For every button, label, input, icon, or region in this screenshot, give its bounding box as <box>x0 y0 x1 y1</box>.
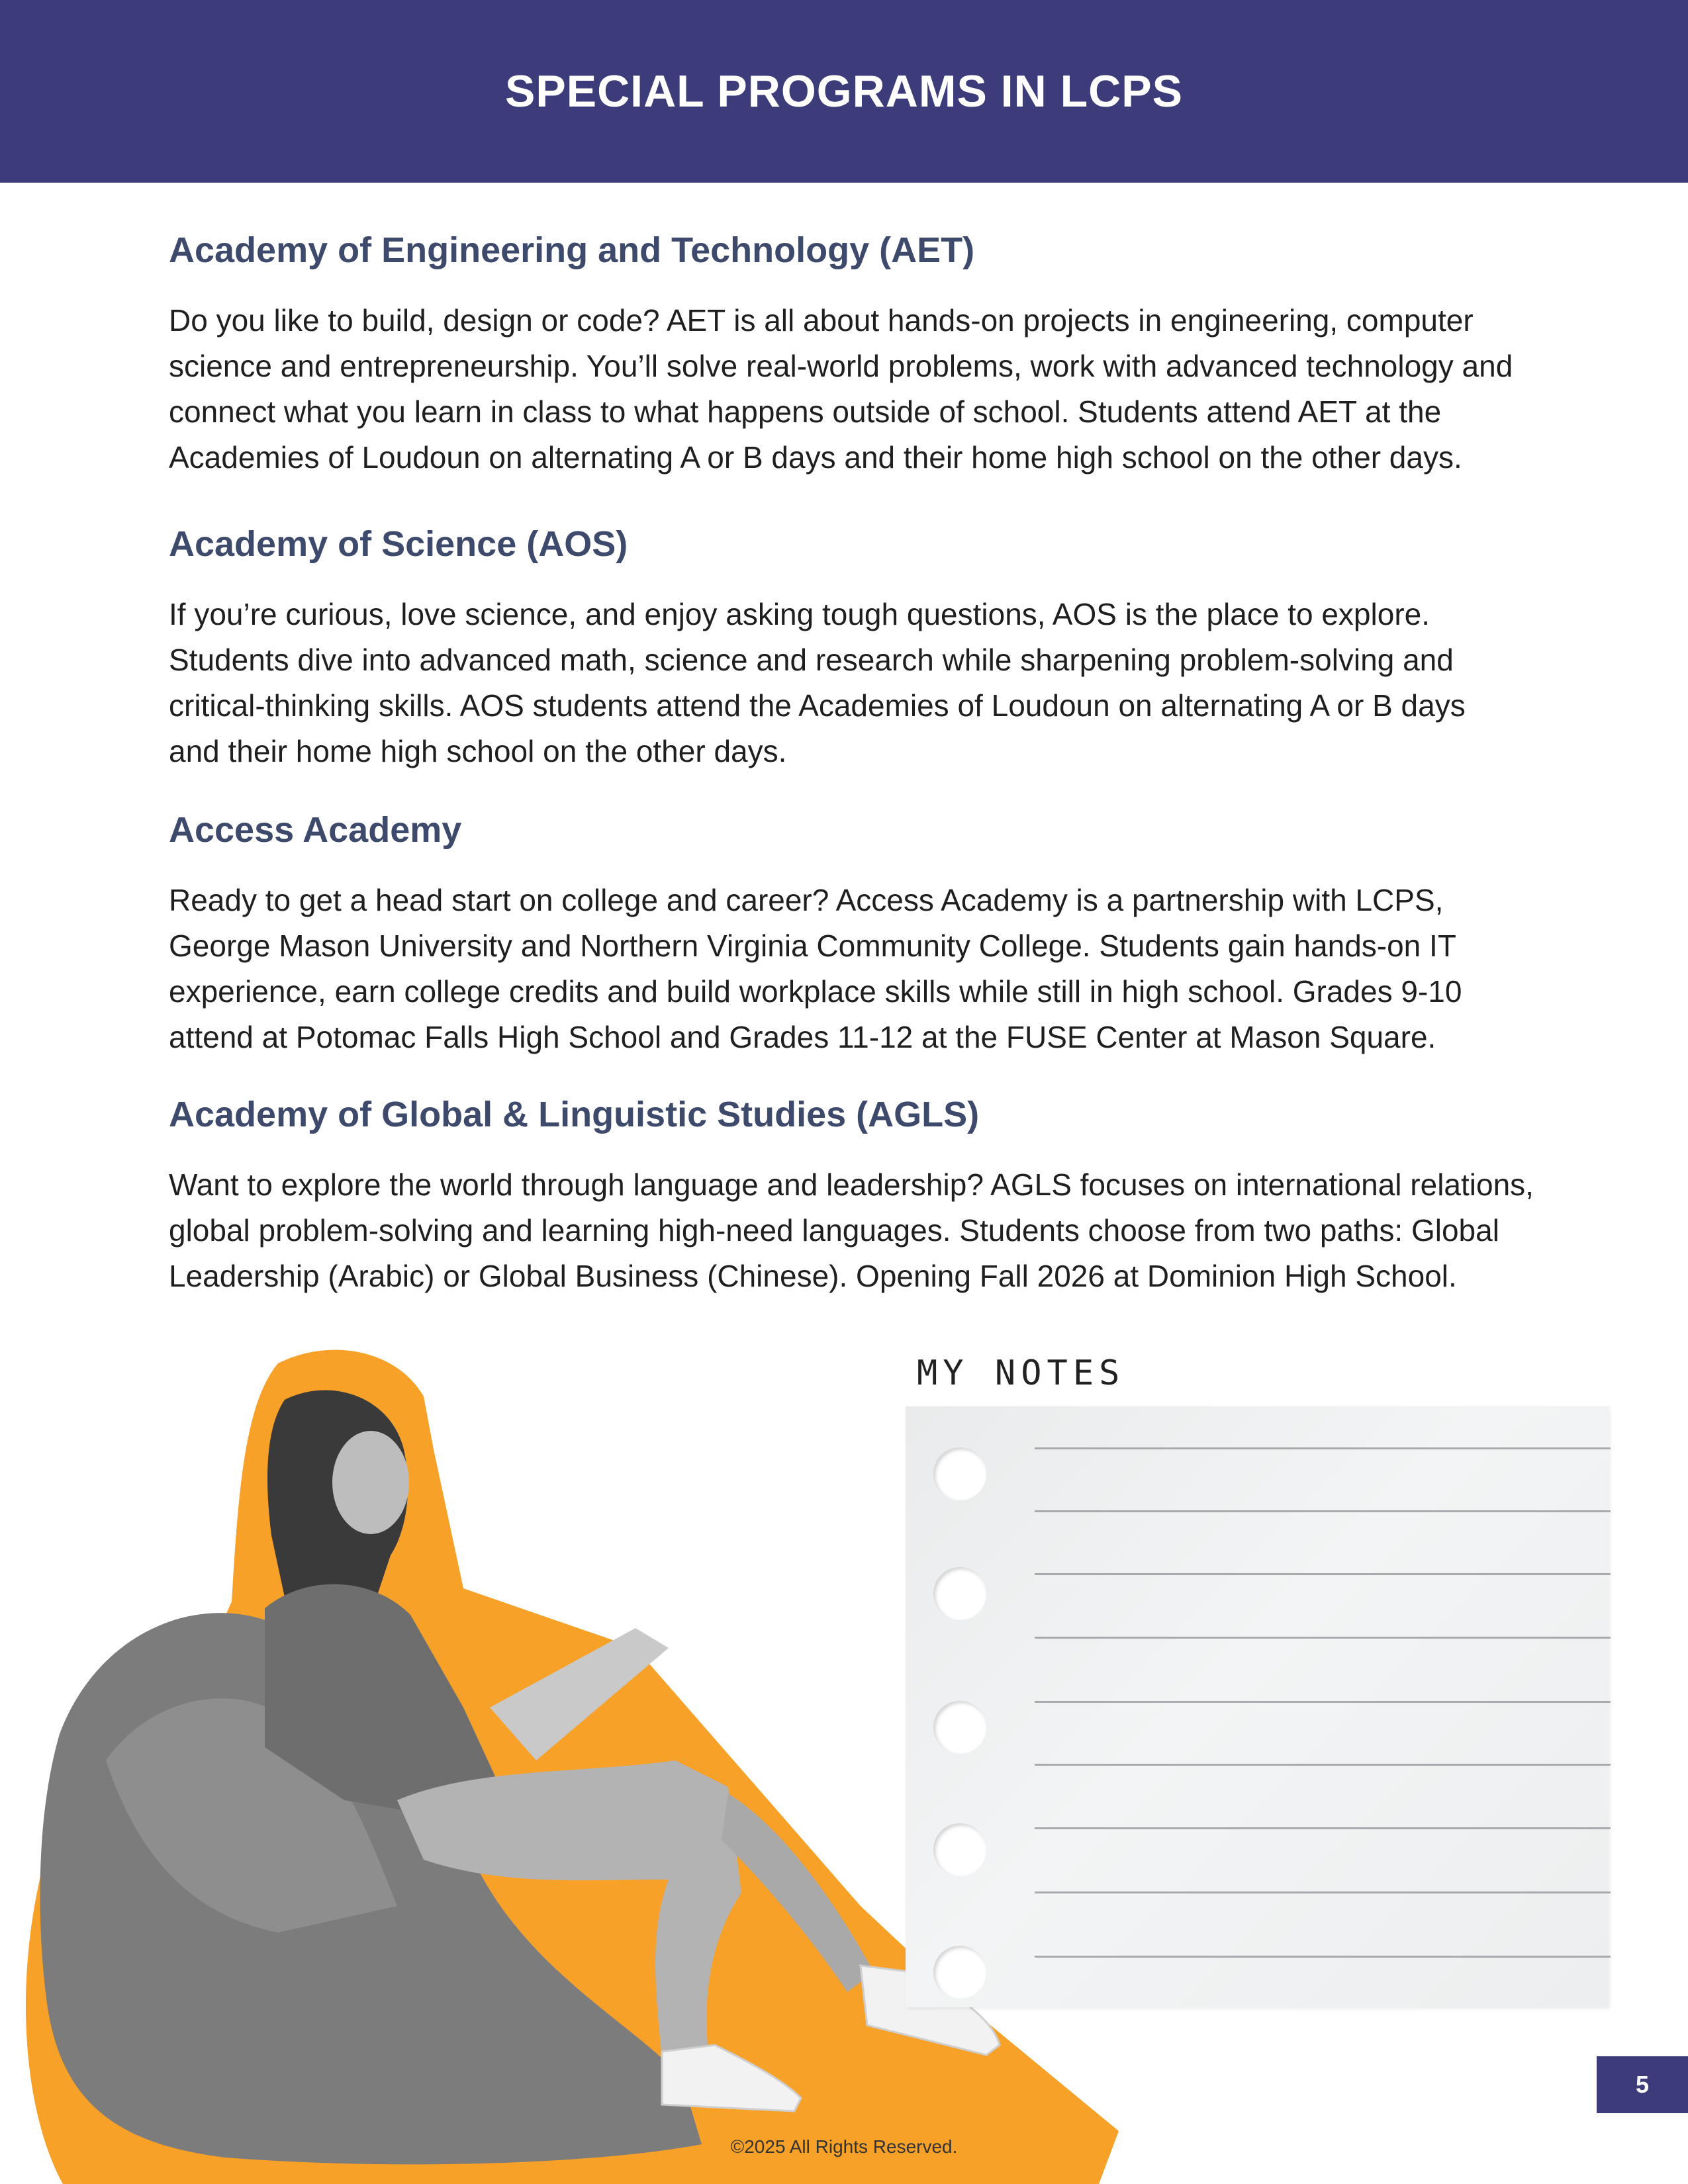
binder-hole-icon <box>933 1447 986 1500</box>
binder-hole-icon <box>933 1946 986 1999</box>
section-agls <box>169 1087 1612 1299</box>
binder-hole-icon <box>933 1567 986 1620</box>
notes-line <box>1035 1764 1611 1766</box>
section-aet <box>169 222 1612 480</box>
notes-line <box>1035 1510 1611 1512</box>
section-heading: Academy of Science (AOS) <box>169 524 628 564</box>
notes-line <box>1035 1827 1611 1829</box>
section-body: Want to explore the world through language and leadership? AGLS focuses on international relations, global problem-solving and learning high-need languages. Students choose from two paths: Global Leadership (Arabic) or Global Business (Chinese). Opening Fall 2026 at Dominion High School. <box>169 1167 1534 1293</box>
programs-list <box>169 222 1612 1299</box>
notes-line <box>1035 1573 1611 1575</box>
copyright: ©2025 All Rights Reserved. <box>730 2136 958 2157</box>
page-number: 5 <box>1597 2056 1688 2113</box>
section-access-academy <box>169 802 1612 1060</box>
section-body: Do you like to build, design or code? AET is all about hands-on projects in engineering, computer science and entrepreneurship. You’ll solve real-world problems, work with advanced technology and connect what you learn in class to what happens outside of school. Students attend AET at the Academies of Loudoun on alternating A or B days and their home high school on the other days. <box>169 303 1513 475</box>
section-body: Ready to get a head start on college and career? Access Academy is a partnership with LCPS, George Mason University and Northern Virginia Community College. Students gain hands-on IT experience, earn college credits and build workplace skills while still in high school. Grades 9-10 attend at Potomac Falls High School and Grades 11-12 at the FUSE Center at Mason Square. <box>169 883 1462 1054</box>
binder-hole-icon <box>933 1823 986 1876</box>
section-aos <box>169 516 1612 774</box>
notes-line <box>1035 1956 1611 1958</box>
notes-heading: MY NOTES <box>917 1353 1125 1393</box>
notes-line <box>1035 1447 1611 1449</box>
section-heading: Academy of Engineering and Technology (AET) <box>169 230 975 270</box>
notes-line <box>1035 1701 1611 1703</box>
notes-paper <box>906 1406 1609 2007</box>
page-title: SPECIAL PROGRAMS IN LCPS <box>505 66 1183 116</box>
section-body: If you’re curious, love science, and enjoy asking tough questions, AOS is the place to explore. Students dive into advanced math, science and research while sharpening problem-solving and critical-thinking skills. AOS students attend the Academies of Loudoun on alternating A or B days and their home high school on the other days. <box>169 597 1466 768</box>
binder-hole-icon <box>933 1701 986 1754</box>
notes-line <box>1035 1891 1611 1893</box>
notes-line <box>1035 1637 1611 1639</box>
section-heading: Academy of Global & Linguistic Studies (AGLS) <box>169 1095 980 1134</box>
section-heading: Access Academy <box>169 810 462 850</box>
